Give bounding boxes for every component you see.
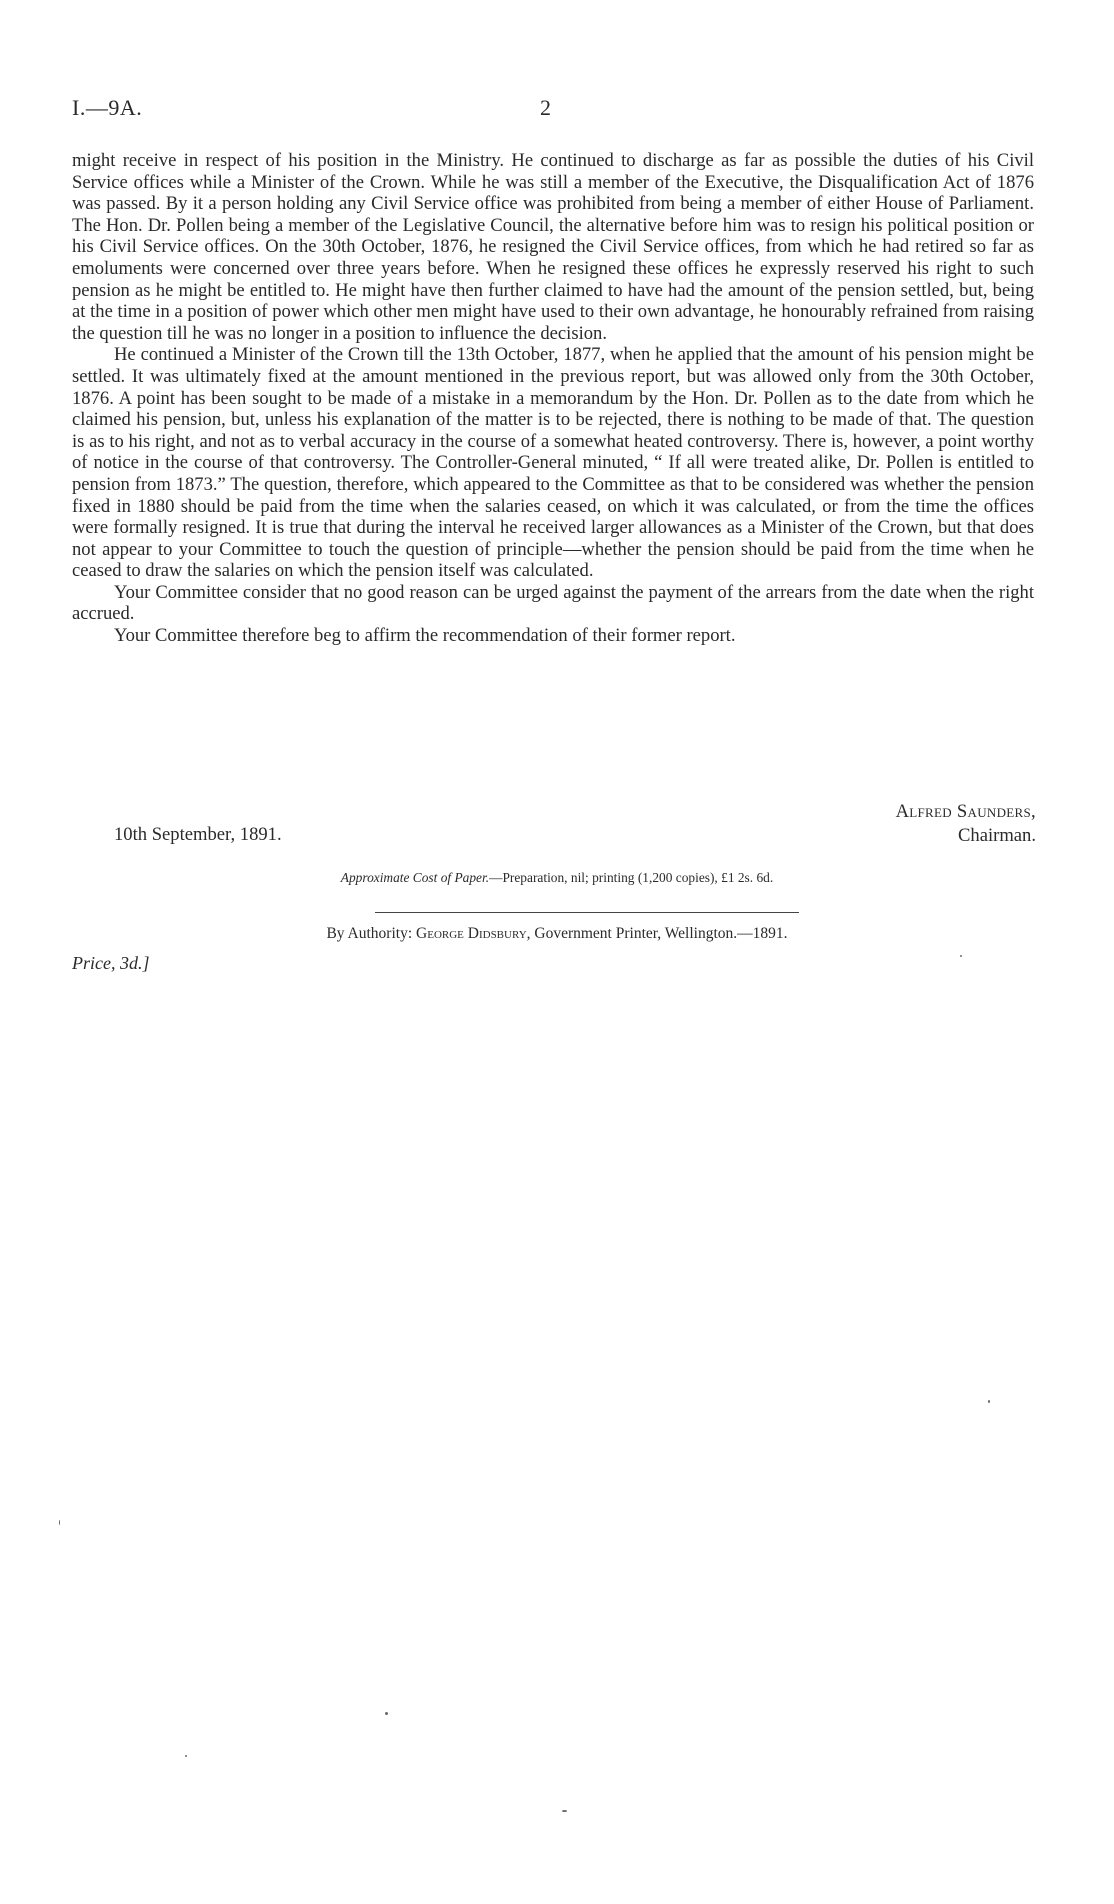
document-reference-suffix: A. bbox=[119, 95, 143, 120]
signature-block bbox=[896, 800, 1036, 848]
cost-text: —Preparation, nil; printing (1,200 copies), £1 2s. 6d. bbox=[489, 870, 774, 885]
scan-speck bbox=[988, 1400, 990, 1403]
signatory-title: Chairman. bbox=[958, 825, 1036, 846]
scan-speck bbox=[960, 955, 962, 957]
divider-rule bbox=[375, 912, 799, 913]
cost-note bbox=[0, 870, 1114, 886]
paragraph-arrears: Your Committee consider that no good reason can be urged against the payment of the arrears from the date when the right accrued. bbox=[72, 581, 1034, 625]
scan-speck bbox=[185, 1755, 187, 1757]
paragraph-continuation: might receive in respect of his position in the Ministry. He continued to discharge as far as possible the duties of his Civil Service offices while a Minister of the Crown. While he was still a member of the Executive, the Disqualification Act of 1876 was passed. By it a person holding any Civil Service office was prohibited from being a member of either House of Parliament. The Hon. Dr. Pollen being a member of the Legislative Council, the alternative before him was to resign his political position or his Civil Service offices. On the 30th October, 1876, he resigned the Civil Service offices, from which he had retired so far as emoluments were concerned over three years before. When he resigned these offices he expressly reserved his right to such pension as he might be entitled to. He might have then further claimed to have had the amount of the pension settled, but, being at the time in a position of power which other men might have used to their own advantage, he honourably refrained from raising the question till he was no longer in a position to influence the decision. bbox=[72, 150, 1034, 344]
scan-speck bbox=[59, 1520, 60, 1525]
authority-imprint bbox=[0, 925, 1114, 943]
paragraph-affirm: Your Committee therefore beg to affirm the recommendation of their former report. bbox=[114, 625, 736, 647]
report-date: 10th September, 1891. bbox=[114, 824, 282, 845]
document-reference-main: I.—9 bbox=[72, 95, 120, 120]
paragraph-minister: He continued a Minister of the Crown till the 13th October, 1877, when he applied that the amount of his pension might be settled. It was ultimately fixed at the amount mentioned in the previous report, but was allowed only from the 30th October, 1876. A point has been sought to be made of a mistake in a memorandum by the Hon. Dr. Pollen as to the date from which he claimed his pension, but, unless his explanation of the matter is to be rejected, there is nothing to be made of that. The question is as to his right, and not as to verbal accuracy in the course of a somewhat heated controversy. There is, however, a point worthy of notice in the course of that controversy. The Controller-General minuted, “ If all were treated alike, Dr. Pollen is entitled to pension from 1873.” The question, therefore, which appeared to the Committee as that to be considered was whether the pension fixed in 1880 should be paid from the time when the salaries ceased, on which it was calculated, or from the time the offices were formally resigned. It is true that during the interval he received larger allowances as a Minister of the Crown, but that does not appear to your Committee to touch the question of principle—whether the pension should be paid from the time when he ceased to draw the salaries on which the pension itself was calculated. bbox=[72, 344, 1034, 582]
page-number: 2 bbox=[540, 95, 551, 120]
scan-speck bbox=[385, 1712, 388, 1715]
price-note: Price, 3d.] bbox=[72, 953, 150, 973]
printer-name: George Didsbury bbox=[416, 925, 527, 942]
report-body bbox=[72, 150, 1034, 647]
authority-prefix: By Authority: bbox=[326, 925, 417, 942]
document-reference bbox=[72, 95, 142, 121]
authority-suffix: , Government Printer, Wellington.—1891. bbox=[526, 925, 788, 942]
signatory-name: Alfred Saunders, bbox=[895, 801, 1036, 822]
cost-label: Approximate Cost of Paper. bbox=[340, 870, 490, 885]
scan-speck bbox=[562, 1810, 567, 1812]
